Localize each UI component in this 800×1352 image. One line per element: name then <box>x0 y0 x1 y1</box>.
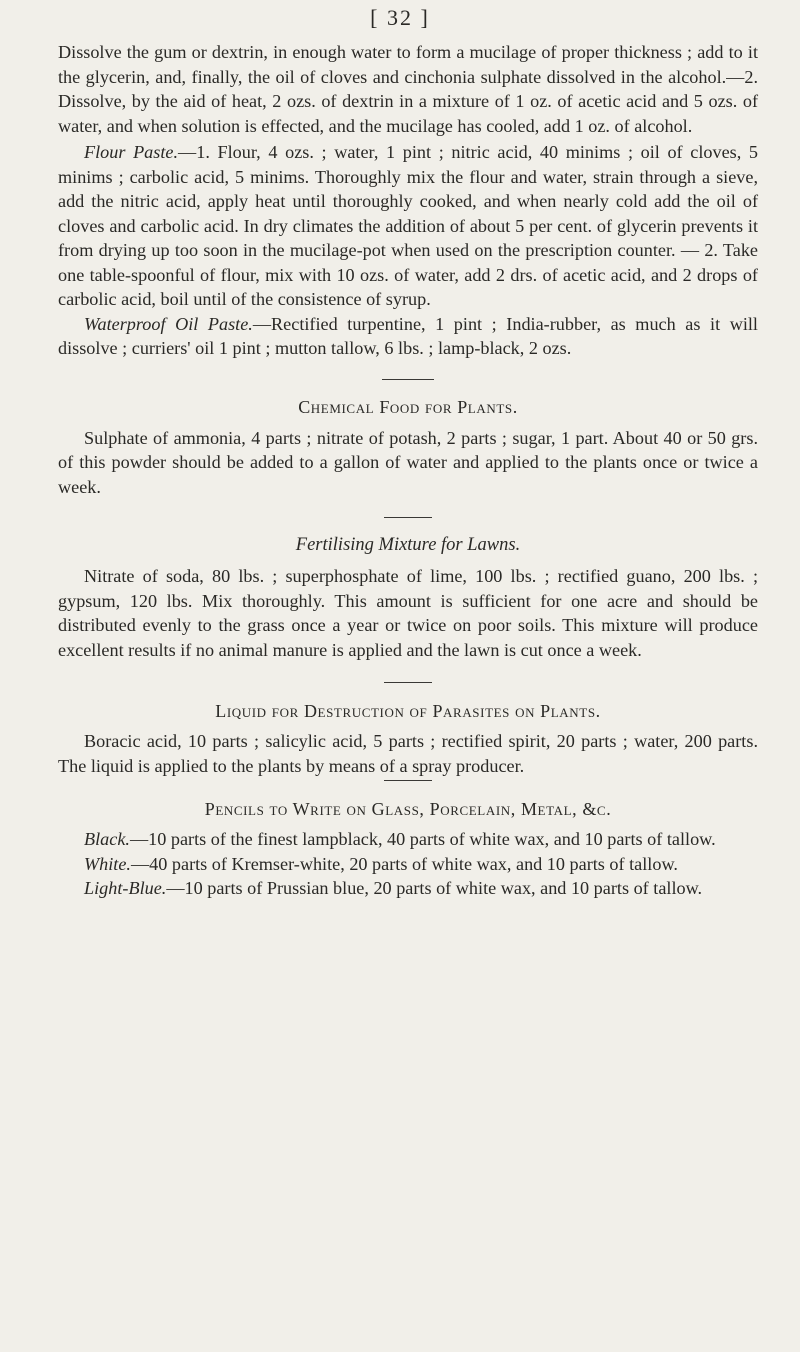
white-pencil-body: —40 parts of Kremser-white, 20 parts of white wax, and 10 parts of tallow. <box>130 853 678 874</box>
black-pencil-paragraph <box>58 827 758 852</box>
parasites-liquid-paragraph: Boracic acid, 10 parts ; salicylic acid, 5 parts ; rectified spirit, 20 parts ; water, 200 parts. The liquid is applied to the plants by means of a spray producer. <box>58 731 758 776</box>
white-pencil-title: White. <box>84 853 131 874</box>
parasites-liquid-heading: Liquid for Destruction of Parasites on Plants. <box>215 701 601 721</box>
dextrin-mucilage-paragraph: Dissolve the gum or dextrin, in enough water to form a mucilage of proper thickness ; add to it the glycerin, and, finally, the oil of cloves and cinchonia sulphate dissolved in the alcohol.—2. Dissolve, by the aid of heat, 2 ozs. of dextrin in a mixture of 1 oz. of acetic acid and 5 ozs. of water, and when solution is effected, and the mucilage has cooled, add 1 oz. of alcohol. <box>58 42 758 136</box>
section-divider <box>384 682 432 683</box>
page-text <box>58 40 758 901</box>
fertilising-mixture-heading: Fertilising Mixture for Lawns. <box>295 535 521 555</box>
flour-paste-body: —1. Flour, 4 ozs. ; water, 1 pint ; nitric acid, 40 minims ; oil of cloves, 5 minims ; carbolic acid, 5 minims. Thoroughly mix the flour and water, strain through a sieve, add the nitric acid, apply heat until thoroughly cooked, and when nearly cold add the oil of cloves and carbolic acid. In dry climates the addition of about 5 per cent. of glycerin prevents it from drying up too soon in the mucilage-pot when used on the prescription counter. — 2. Take one table-spoonful of flour, mix with 10 ozs. of water, add 2 drs. of acetic acid, and 2 drops of carbolic acid, boil until of the consistence of syrup. <box>58 142 758 309</box>
light-blue-pencil-paragraph <box>58 876 758 901</box>
waterproof-paste-title: Waterproof Oil Paste. <box>84 313 253 334</box>
section-divider <box>384 780 432 781</box>
fertilising-mixture-paragraph: Nitrate of soda, 80 lbs. ; superphosphate of lime, 100 lbs. ; rectified guano, 200 lbs. ; gypsum, 120 lbs. Mix thoroughly. This amount is sufficient for one acre and should be distributed evenly to the grass once a year or twice on poor soils. This mixture will produce excellent results if no animal manure is applied and the lawn is cut once a week. <box>58 566 758 660</box>
white-pencil-paragraph <box>58 852 758 877</box>
section-divider <box>382 379 434 380</box>
black-pencil-title: Black. <box>84 829 130 849</box>
waterproof-paste-body: —Rectified turpentine, 1 pint ; India-rubber, as much as it will dissolve ; curriers' oil 1 pint ; mutton tallow, 6 lbs. ; lamp-black, 2 ozs. <box>58 313 758 358</box>
light-blue-pencil-title: Light-Blue. <box>84 878 167 898</box>
pencils-heading: Pencils to Write on Glass, Porcelain, Metal, &c. <box>204 799 612 819</box>
flour-paste-paragraph <box>58 140 758 312</box>
chemical-food-paragraph: Sulphate of ammonia, 4 parts ; nitrate of potash, 2 parts ; sugar, 1 part. About 40 or 50 grs. of this powder should be added to a gallon of water and applied to the plants once or twice a week. <box>58 427 758 497</box>
page-number: [ 32 ] <box>370 5 430 30</box>
flour-paste-title: Flour Paste. <box>84 142 179 162</box>
chemical-food-heading: Chemical Food for Plants. <box>298 396 518 417</box>
section-divider <box>384 517 432 518</box>
waterproof-paste-paragraph <box>58 312 758 361</box>
light-blue-pencil-body: —10 parts of Prussian blue, 20 parts of white wax, and 10 parts of tallow. <box>166 878 703 898</box>
black-pencil-body: —10 parts of the finest lampblack, 40 parts of white wax, and 10 parts of tallow. <box>129 829 716 849</box>
